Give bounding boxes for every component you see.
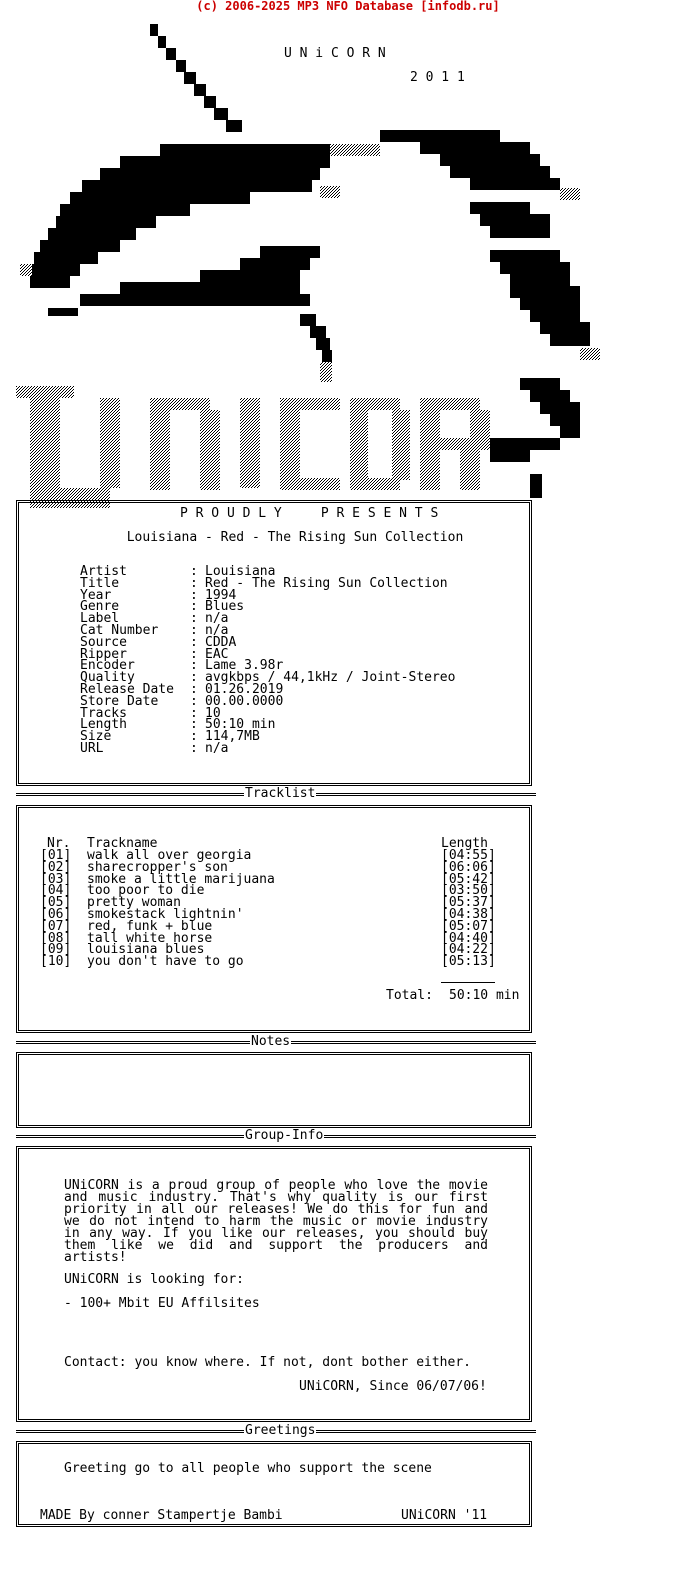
field-value: 1994 — [205, 587, 237, 603]
field-colon: : — [190, 599, 198, 615]
tracklist-rule — [16, 786, 536, 801]
notes-label: Notes — [251, 1034, 291, 1049]
field-key: Length — [80, 717, 127, 733]
field-value: avgkbps / 44,1kHz / Joint-Stereo — [205, 670, 456, 686]
unicorn-head — [30, 144, 330, 316]
field-value: 00.00.0000 — [205, 693, 284, 709]
track-number: [02] — [40, 859, 72, 875]
track-name: louisiana blues — [87, 942, 205, 958]
col-name-header: Trackname — [87, 836, 158, 851]
field-colon: : — [190, 741, 198, 756]
track-length: [05:37] — [441, 895, 496, 911]
track-name: pretty woman — [87, 895, 181, 911]
track-number: [03] — [40, 871, 72, 887]
track-number: [05] — [40, 895, 72, 911]
field-value: 114,7MB — [205, 729, 260, 745]
total-label: Total: — [386, 988, 433, 1003]
signature-line: UNiCORN '11 — [401, 1508, 488, 1523]
field-value: n/a — [205, 611, 229, 627]
release-field-row — [0, 743, 600, 755]
group-info-rule — [16, 1128, 536, 1143]
field-key: Release Date — [80, 682, 174, 697]
track-number: [06] — [40, 907, 72, 922]
field-key: Artist — [80, 564, 127, 579]
track-length: [06:06] — [441, 859, 496, 875]
field-key: Source — [80, 634, 127, 650]
field-colon: : — [190, 717, 198, 733]
field-value: Blues — [205, 599, 245, 615]
field-colon: : — [190, 575, 198, 591]
greetings-text: Greeting go to all people who support the scene — [64, 1461, 432, 1476]
made-by-line: MADE By conner Stampertje Bambi — [40, 1508, 283, 1523]
track-name: red, funk + blue — [87, 918, 213, 934]
track-length: [05:07] — [441, 918, 496, 934]
unicorn-horn — [150, 24, 242, 132]
since-line: UNiCORN, Since 06/07/06! — [299, 1379, 487, 1394]
field-colon: : — [190, 611, 198, 627]
track-number: [04] — [40, 883, 72, 899]
unicorn-logo-art — [0, 18, 620, 528]
field-key: Store Date — [80, 693, 159, 709]
track-name: smokestack lightnin' — [87, 907, 244, 922]
notes-rule — [16, 1034, 536, 1049]
field-colon: : — [190, 705, 198, 721]
field-colon: : — [190, 670, 198, 686]
proudly-presents: P R O U D L Y P R E S E N T S — [180, 506, 439, 521]
field-colon: : — [190, 564, 198, 579]
source-line: (c) 2006-2025 MP3 NFO Database [infodb.ru] — [196, 0, 500, 13]
total-value: 50:10 min — [449, 988, 520, 1003]
field-key: Genre — [80, 599, 120, 615]
track-length: [04:38] — [441, 907, 496, 922]
track-name: walk all over georgia — [87, 848, 252, 863]
track-name: sharecropper's son — [87, 859, 228, 875]
track-length: [04:22] — [441, 942, 496, 958]
field-colon: : — [190, 729, 198, 745]
field-colon: : — [190, 646, 198, 662]
group-info-paragraph: UNiCORN is a proud group of people who love the movie and music industry. That's why quality is our first priority in all our releases! We do this for fun and we do not intend to harm the music or movie industry in any way. If you like our releases, you should buy them like we did and support the producers and artists! — [64, 1178, 488, 1265]
track-name: smoke a little marijuana — [87, 871, 275, 887]
field-value: Red - The Rising Sun Collection — [205, 575, 448, 591]
field-value: Lame 3.98r — [205, 658, 284, 674]
field-key: Title — [80, 575, 120, 591]
field-key: URL — [80, 741, 104, 756]
contact-line: Contact: you know where. If not, dont bother either. — [64, 1355, 471, 1370]
track-length: [04:40] — [441, 930, 496, 946]
year-caption: 2 0 1 1 — [410, 70, 465, 85]
col-no-header: Nr. — [47, 836, 71, 851]
greetings-label: Greetings — [245, 1423, 316, 1438]
track-number: [09] — [40, 942, 72, 958]
field-value: 10 — [205, 705, 221, 721]
field-colon: : — [190, 634, 198, 650]
field-key: Tracks — [80, 705, 127, 721]
track-length: [04:55] — [441, 848, 496, 863]
looking-for: UNiCORN is looking for: — [64, 1272, 245, 1287]
field-value: n/a — [205, 623, 229, 638]
field-colon: : — [190, 587, 198, 603]
field-colon: : — [190, 658, 198, 674]
track-name: you don't have to go — [87, 954, 244, 970]
field-key: Ripper — [80, 646, 127, 662]
field-colon: : — [190, 682, 198, 697]
field-value: Louisiana — [205, 564, 276, 579]
field-value: 50:10 min — [205, 717, 276, 733]
tracklist-label: Tracklist — [245, 786, 316, 801]
greetings-rule — [16, 1423, 536, 1438]
field-key: Cat Number — [80, 623, 159, 638]
unicorn-wordmark — [16, 386, 490, 508]
field-colon: : — [190, 693, 198, 709]
track-length: [05:42] — [441, 871, 496, 887]
field-value: EAC — [205, 646, 229, 662]
track-number: [01] — [40, 848, 72, 863]
field-key: Label — [80, 611, 120, 627]
field-key: Encoder — [80, 658, 135, 674]
release-headline: Louisiana - Red - The Rising Sun Collection — [126, 530, 464, 545]
wanted-item: - 100+ Mbit EU Affilsites — [64, 1296, 260, 1311]
field-value: CDDA — [205, 634, 237, 650]
group-caption: U N i C O R N — [284, 46, 386, 61]
field-colon: : — [190, 623, 198, 638]
track-number: [10] — [40, 954, 72, 970]
track-name: tall white horse — [87, 930, 213, 946]
field-key: Year — [80, 587, 112, 603]
track-number: [08] — [40, 930, 72, 946]
total-divider — [441, 982, 495, 983]
group-info-label: Group-Info — [245, 1128, 324, 1143]
field-key: Size — [80, 729, 112, 745]
track-number: [07] — [40, 918, 72, 934]
field-value: n/a — [205, 741, 229, 756]
track-length: [05:13] — [441, 954, 496, 970]
track-length: [03:50] — [441, 883, 496, 899]
track-row — [40, 956, 500, 968]
notes-box — [16, 1052, 532, 1128]
track-name: too poor to die — [87, 883, 205, 899]
field-key: Quality — [80, 670, 135, 686]
field-value: 01.26.2019 — [205, 682, 284, 697]
col-length-header: Length — [441, 836, 488, 851]
